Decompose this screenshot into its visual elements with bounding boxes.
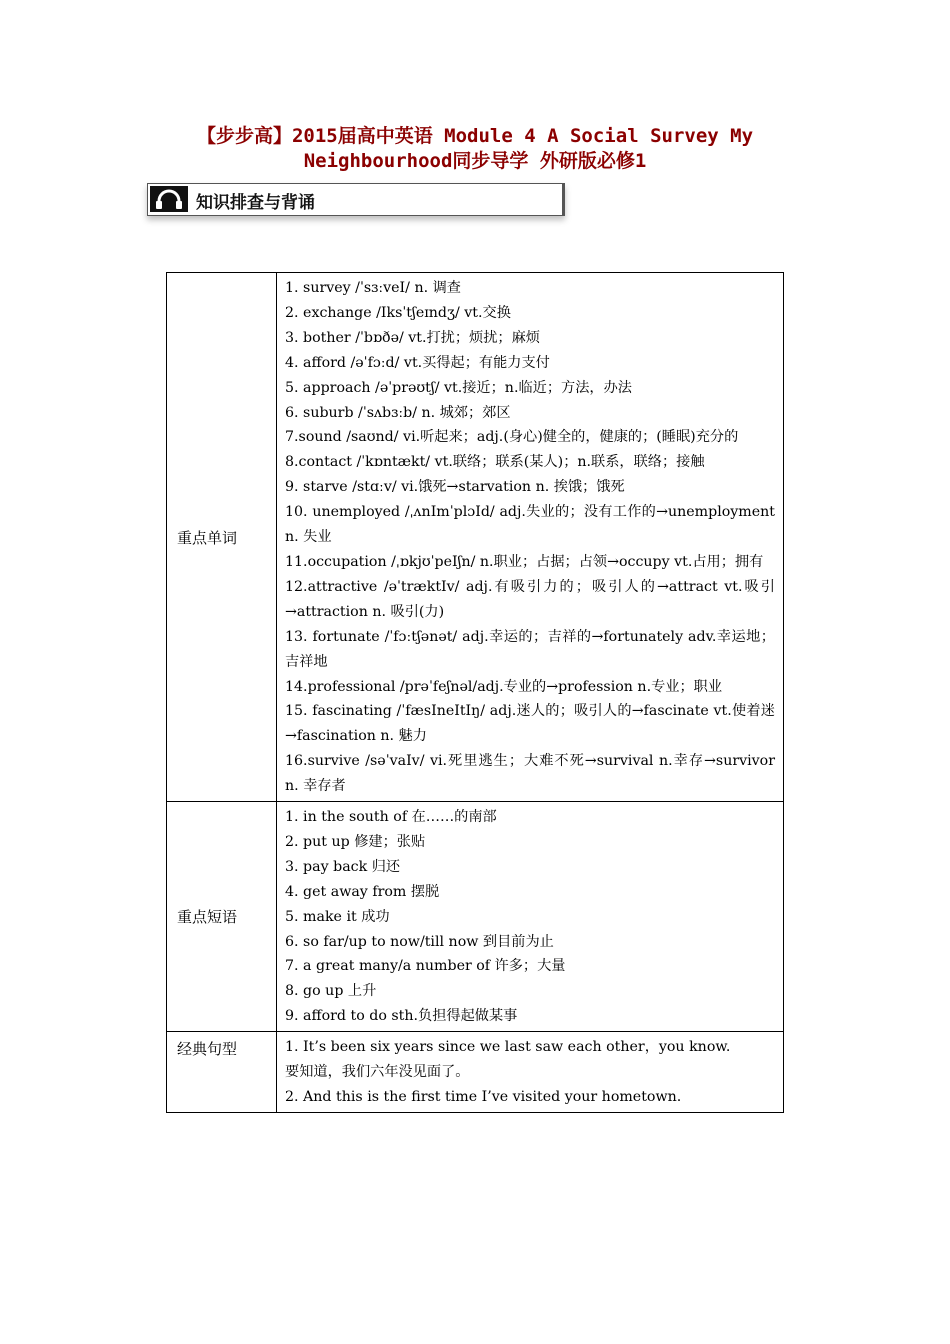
list-item: 2. And this is the first time I’ve visited your hometown. xyxy=(285,1089,682,1105)
list-item: 14.professional /prəˈfeʃnəl/adj.专业的→profession n.专业；职业 xyxy=(285,678,723,695)
vocabulary-table-wrapper xyxy=(166,272,784,1113)
list-item: 11.occupation /ˌɒkjʊˈpeIʃn/ n.职业；占据；占领→occupy vt.占用；拥有 xyxy=(285,553,764,570)
list-item: 1. It’s been six years since we last saw each other，you know. xyxy=(285,1039,731,1056)
section-content xyxy=(277,802,784,1032)
list-item: 16.survive /səˈvaIv/ vi.死里逃生；大难不死→survival n.幸存→survivor n. 幸存者 xyxy=(285,753,775,795)
document-title xyxy=(150,124,800,174)
section-label: 经典句型 xyxy=(167,1032,277,1113)
list-item: 8. go up 上升 xyxy=(285,983,377,1000)
list-item: 9. afford to do sth.负担得起做某事 xyxy=(285,1008,518,1025)
title-line-2: Neighbourhood同步导学 外研版必修1 xyxy=(303,150,647,172)
list-item: 2. put up 修建；张贴 xyxy=(285,833,426,850)
section-label: 重点单词 xyxy=(167,273,277,802)
list-item: 6. suburb /ˈsʌbɜːb/ n. 城郊；郊区 xyxy=(285,404,511,421)
vocabulary-table xyxy=(166,272,784,1113)
banner-title: 知识排查与背诵 xyxy=(196,193,315,213)
list-item: 7.sound /saʊnd/ vi.听起来；adj.(身心)健全的，健康的；(睡眠)充分的 xyxy=(285,429,739,446)
list-item: 2. exchange /Iksˈtʃeɪndʒ/ vt.交换 xyxy=(285,304,511,321)
section-content xyxy=(277,1032,784,1113)
list-item: 3. pay back 归还 xyxy=(285,858,401,875)
section-label: 重点短语 xyxy=(167,802,277,1032)
section-content xyxy=(277,273,784,802)
title-line-1: 【步步高】2015届高中英语 Module 4 A Social Survey My xyxy=(196,125,754,147)
list-item: 15. fascinating /ˈfæsIneItIŋ/ adj.迷人的；吸引人的→fascinate vt.使着迷→fascination n. 魅力 xyxy=(285,703,775,745)
headphones-icon xyxy=(150,186,188,212)
table-row xyxy=(167,1032,784,1113)
list-item: 12.attractive /əˈtræktIv/ adj.有吸引力的；吸引人的→attract vt.吸引→attraction n. 吸引(力) xyxy=(285,578,775,620)
table-row xyxy=(167,802,784,1032)
list-item: 6. so far/up to now/till now 到目前为止 xyxy=(285,933,554,950)
list-item: 8.contact /ˈkɒntækt/ vt.联络；联系(某人)；n.联系，联络；接触 xyxy=(285,454,705,471)
section-banner xyxy=(147,183,565,216)
list-item: 4. get away from 摆脱 xyxy=(285,883,440,900)
list-item: 9. starve /stɑːv/ vi.饿死→starvation n. 挨饿；饿死 xyxy=(285,479,625,496)
list-item: 要知道，我们六年没见面了。 xyxy=(285,1064,470,1081)
list-item: 4. afford /əˈfɔːd/ vt.买得起；有能力支付 xyxy=(285,354,550,371)
list-item: 5. make it 成功 xyxy=(285,908,390,925)
list-item: 10. unemployed /ˌʌnImˈplɔId/ adj.失业的；没有工作的→unemployment n. 失业 xyxy=(285,504,775,546)
list-item: 1. survey /ˈsɜːveI/ n. 调查 xyxy=(285,280,461,296)
list-item: 5. approach /əˈprəʊtʃ/ vt.接近；n.临近；方法，办法 xyxy=(285,379,632,396)
list-item: 13. fortunate /ˈfɔːtʃənət/ adj.幸运的；吉祥的→fortunately adv.幸运地；吉祥地 xyxy=(285,628,775,670)
list-item: 3. bother /ˈbɒðə/ vt.打扰；烦扰；麻烦 xyxy=(285,329,540,346)
table-row xyxy=(167,273,784,802)
list-item: 7. a great many/a number of 许多；大量 xyxy=(285,958,566,975)
list-item: 1. in the south of 在……的南部 xyxy=(285,809,497,826)
